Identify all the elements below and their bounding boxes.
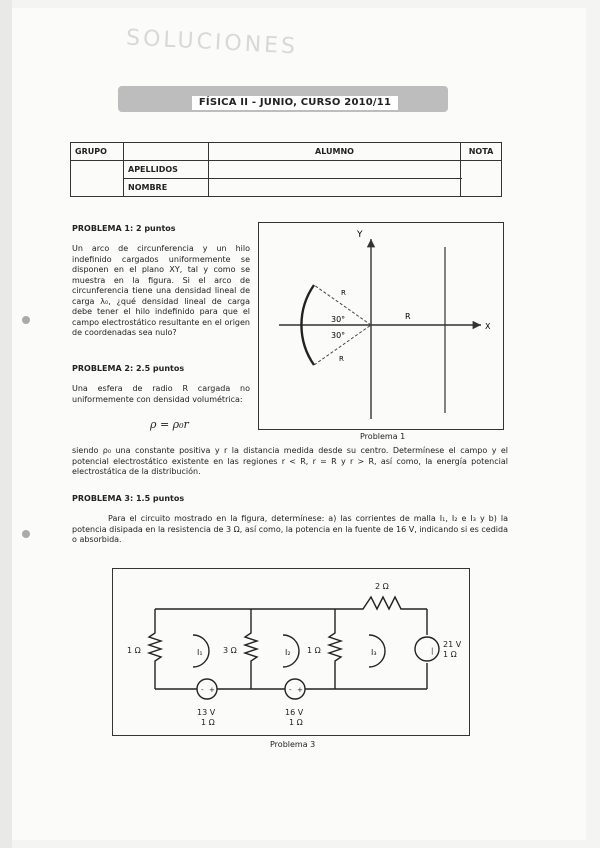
label-src-right-r: 1 Ω (443, 650, 457, 659)
svg-text:|: | (431, 647, 434, 655)
nombre-label: NOMBRE (124, 179, 209, 197)
label-src2-r: 1 Ω (289, 718, 303, 727)
mid-resistor-2 (329, 609, 341, 689)
problem-2-title: PROBLEMA 2: 2.5 puntos (72, 364, 185, 373)
svg-text:+: + (209, 686, 215, 694)
scan-left-edge (0, 0, 12, 848)
problem-1-text: Un arco de circunferencia y un hilo indefinido cargados uniformemente se disponen en el plano XY, tal y como se muestra en la figura. Si el arco de circunferencia tiene una densidad lineal de carga λ₀, ¿qué densidad lineal de carga debe tener el hilo indefinido para que el campo electrostático resultante en el origen de coordenadas sea nulo? (72, 244, 250, 337)
grupo-label: GRUPO (71, 143, 124, 161)
problem-3-title: PROBLEMA 3: 1.5 puntos (72, 494, 185, 503)
student-form (70, 142, 502, 197)
apellidos-field[interactable] (209, 161, 461, 179)
label-r-mid1: 3 Ω (223, 646, 237, 655)
label-r-left: 1 Ω (127, 646, 141, 655)
circuit-diagram (113, 569, 469, 735)
top-wire-with-2ohm (155, 597, 427, 609)
left-resistor (149, 609, 161, 689)
figure-1-caption: Problema 1 (360, 432, 406, 441)
nota-field[interactable] (461, 161, 502, 197)
figure-1-diagram (259, 223, 503, 429)
radius-label-top: R (341, 289, 346, 297)
grupo-cell (124, 143, 209, 161)
grupo-value-cell[interactable] (71, 161, 124, 197)
label-r-mid2: 1 Ω (307, 646, 321, 655)
x-axis-label: X (485, 322, 491, 331)
svg-text:-: - (201, 686, 204, 694)
handwritten-watermark: SOLUCIONES (125, 25, 299, 60)
figure-1-box (258, 222, 504, 430)
problem-2-formula: ρ = ρ₀r (150, 418, 189, 431)
exam-title: FÍSICA II - JUNIO, CURSO 2010/11 (192, 96, 398, 110)
mid-resistor-1 (245, 609, 257, 689)
binder-hole-top (22, 316, 30, 324)
radius-label-bottom: R (339, 355, 344, 363)
angle-bottom: 30° (331, 331, 346, 340)
label-src2-v: 16 V (285, 708, 304, 717)
label-src1-r: 1 Ω (201, 718, 215, 727)
nombre-field[interactable] (209, 179, 461, 197)
distance-label: R (405, 312, 411, 321)
problem-2-text-continued: siendo ρ₀ una constante positiva y r la distancia medida desde su centro. Determínese el campo y el potencial electrostático existente en las regiones r < R, r = R y r > R, así como, la energía potencial electrostática de la distribución. (72, 446, 508, 476)
right-source (415, 637, 439, 661)
problem-3-text: Para el circuito mostrado en la figura, determínese: a) las corrientes de malla I₁, I₂ e I₃ y b) la potencia disipada en la resistencia de 3 Ω, así como, la potencia en la fuente de 16 V, indicando si es cedida o absorbida. (72, 514, 508, 544)
problem-1-title: PROBLEMA 1: 2 puntos (72, 224, 176, 233)
figure-3-box (112, 568, 470, 736)
problem-2-text: Una esfera de radio R cargada no uniformemente con densidad volumétrica: (72, 384, 250, 404)
apellidos-label: APELLIDOS (124, 161, 209, 179)
figure-3-caption: Problema 3 (270, 740, 316, 749)
nota-label: NOTA (461, 143, 502, 161)
label-mesh-2: I₂ (285, 648, 291, 657)
svg-text:-: - (289, 686, 292, 694)
label-r-top: 2 Ω (375, 582, 389, 591)
angle-top: 30° (331, 315, 346, 324)
label-src-right-v: 21 V (443, 640, 462, 649)
binder-hole-bottom (22, 530, 30, 538)
y-axis-label: Y (357, 230, 363, 240)
label-mesh-3: I₃ (371, 648, 377, 657)
label-mesh-1: I₁ (197, 648, 203, 657)
label-src1-v: 13 V (197, 708, 216, 717)
svg-text:+: + (297, 686, 303, 694)
alumno-label: ALUMNO (209, 143, 461, 161)
